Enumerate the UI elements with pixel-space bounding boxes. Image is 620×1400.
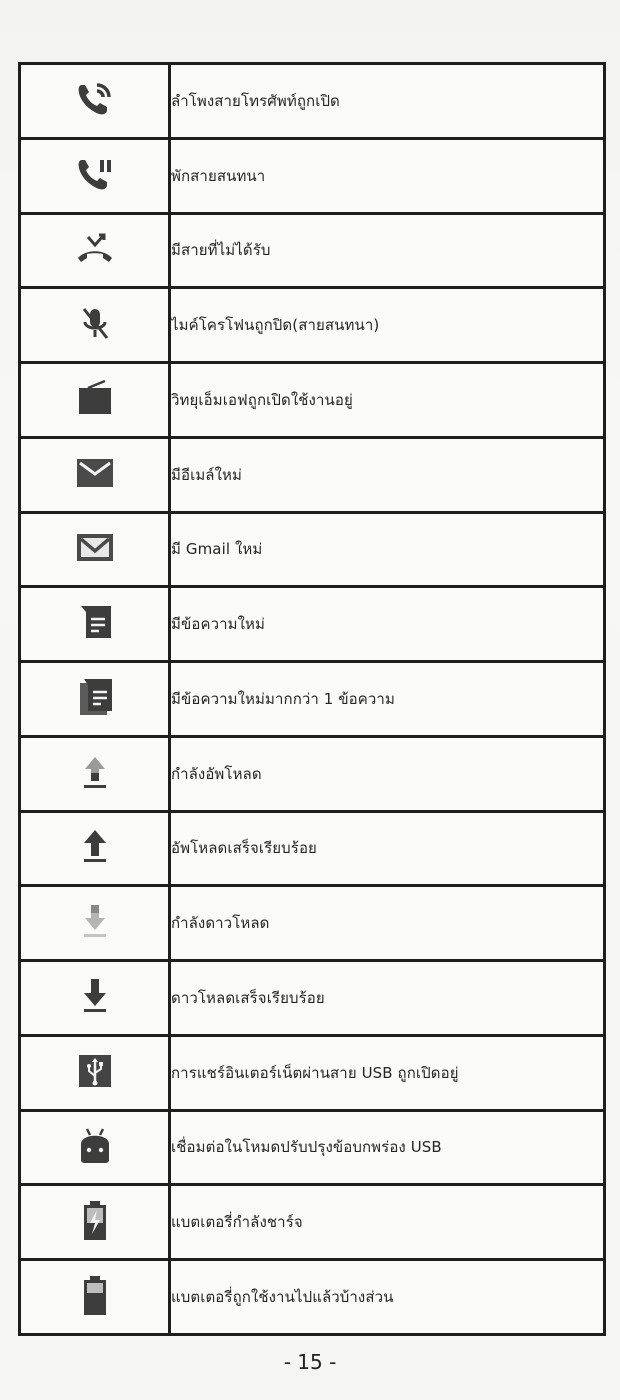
icon-cell	[20, 886, 170, 961]
icon-cell	[20, 1185, 170, 1260]
icon-cell	[20, 961, 170, 1036]
description-text: กำลังอัพโหลด	[170, 736, 605, 811]
description-text: เชื่อมต่อในโหมดปรับปรุงข้อบกพร่อง USB	[170, 1110, 605, 1185]
uploading-icon	[72, 749, 118, 795]
description-text: วิทยุเอ็มเอฟถูกเปิดใช้งานอยู่	[170, 363, 605, 438]
table-row	[20, 886, 605, 961]
table-row	[20, 1185, 605, 1260]
status-icon-table	[18, 62, 606, 1336]
icon-cell	[20, 213, 170, 288]
description-text: การแชร์อินเตอร์เน็ตผ่านสาย USB ถูกเปิดอยู่	[170, 1035, 605, 1110]
icon-cell	[20, 1035, 170, 1110]
icon-cell	[20, 1110, 170, 1185]
table-row	[20, 736, 605, 811]
description-text: มีอีเมล์ใหม่	[170, 437, 605, 512]
table-row	[20, 1260, 605, 1335]
table-row	[20, 1110, 605, 1185]
icon-cell	[20, 138, 170, 213]
description-text: มีสายที่ไม่ได้รับ	[170, 213, 605, 288]
description-text: มีข้อความใหม่มากกว่า 1 ข้อความ	[170, 662, 605, 737]
description-text: ไมค์โครโฟนถูกปิด(สายสนทนา)	[170, 288, 605, 363]
icon-cell	[20, 587, 170, 662]
icon-cell	[20, 437, 170, 512]
icon-cell	[20, 736, 170, 811]
description-text: มีข้อความใหม่	[170, 587, 605, 662]
usb-debugging-icon	[72, 1122, 118, 1168]
usb-tethering-icon	[72, 1048, 118, 1094]
icon-cell	[20, 363, 170, 438]
table-row	[20, 961, 605, 1036]
table-row	[20, 512, 605, 587]
table-row	[20, 662, 605, 737]
fm-radio-icon	[72, 375, 118, 421]
table-row	[20, 288, 605, 363]
battery-partial-icon	[72, 1272, 118, 1318]
mic-muted-icon	[72, 300, 118, 346]
description-text: แบตเตอรี่ถูกใช้งานไปแล้วบ้างส่วน	[170, 1260, 605, 1335]
icon-cell	[20, 288, 170, 363]
icon-cell	[20, 662, 170, 737]
description-text: ลำโพงสายโทรศัพท์ถูกเปิด	[170, 64, 605, 139]
page-number: - 15 -	[283, 1350, 337, 1374]
download-complete-icon	[72, 973, 118, 1019]
missed-call-icon	[72, 225, 118, 271]
downloading-icon	[72, 898, 118, 944]
description-text: กำลังดาวโหลด	[170, 886, 605, 961]
call-hold-icon	[72, 151, 118, 197]
upload-complete-icon	[72, 823, 118, 869]
description-text: ดาวโหลดเสร็จเรียบร้อย	[170, 961, 605, 1036]
description-text: อัพโหลดเสร็จเรียบร้อย	[170, 811, 605, 886]
description-text: แบตเตอรี่กำลังชาร์จ	[170, 1185, 605, 1260]
table-row	[20, 437, 605, 512]
table-row	[20, 64, 605, 139]
messages-multiple-icon	[72, 674, 118, 720]
table-row	[20, 587, 605, 662]
speakerphone-icon	[72, 76, 118, 122]
table-row	[20, 213, 605, 288]
battery-charging-icon	[72, 1197, 118, 1243]
description-text: พักสายสนทนา	[170, 138, 605, 213]
icon-cell	[20, 1260, 170, 1335]
gmail-icon	[72, 524, 118, 570]
table-row	[20, 363, 605, 438]
icon-cell	[20, 512, 170, 587]
email-icon	[72, 450, 118, 496]
icon-cell	[20, 811, 170, 886]
table-row	[20, 811, 605, 886]
icon-cell	[20, 64, 170, 139]
table-row	[20, 138, 605, 213]
description-text: มี Gmail ใหม่	[170, 512, 605, 587]
table-row	[20, 1035, 605, 1110]
message-icon	[72, 599, 118, 645]
